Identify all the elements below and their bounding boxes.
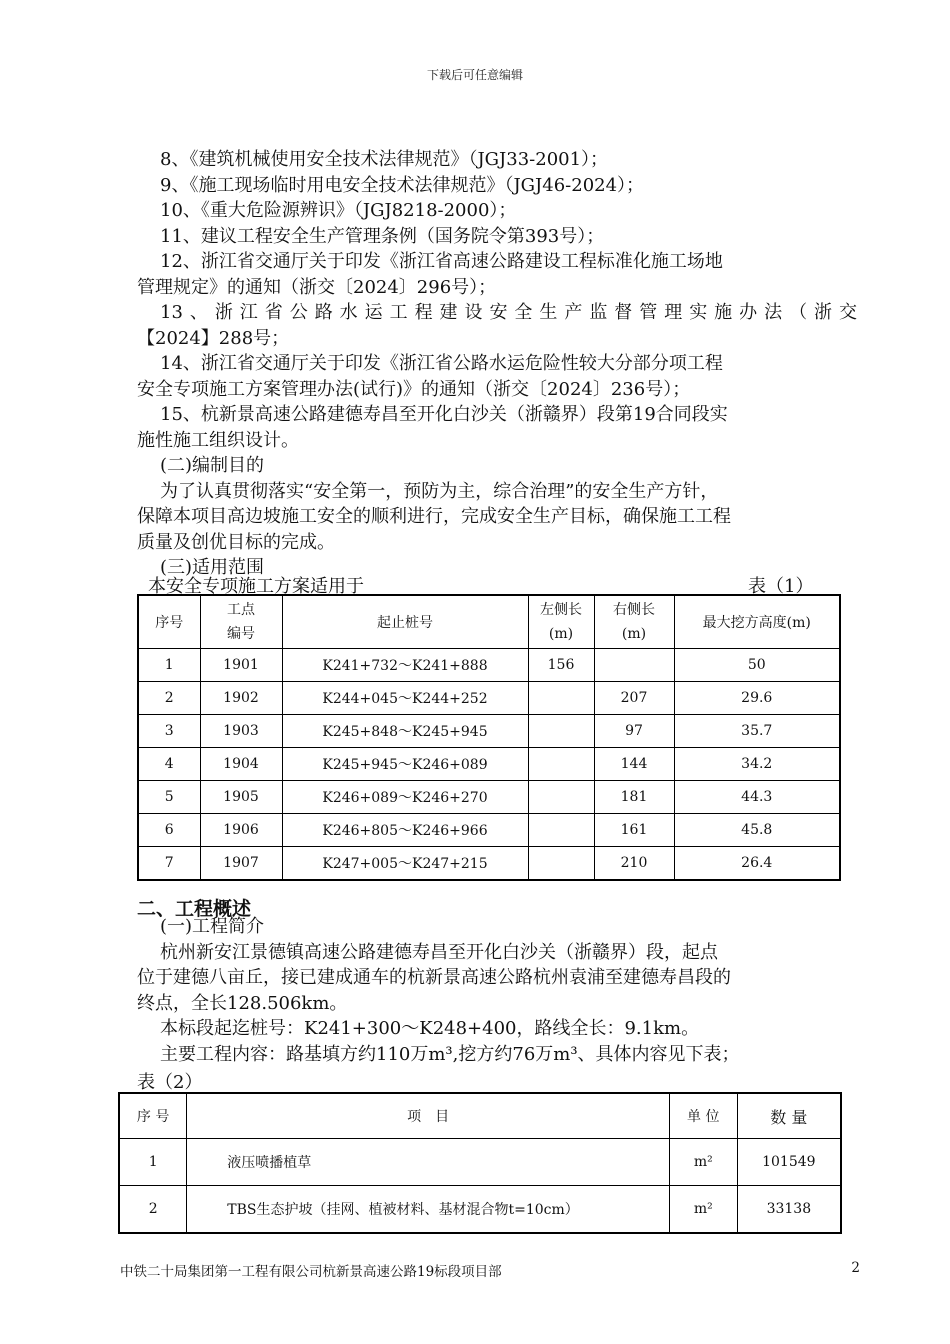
- cell-max-height: 44.3: [674, 781, 840, 814]
- col-header-site-code: 工点编号: [200, 595, 282, 649]
- cell-index: 2: [138, 682, 200, 715]
- cell-stake: K241+732～K241+888: [282, 649, 528, 682]
- cell-max-height: 29.6: [674, 682, 840, 715]
- cell-left-length: [528, 748, 594, 781]
- col-header-index: 序号: [138, 595, 200, 649]
- cell-right-length: 144: [594, 748, 674, 781]
- overview-block: [137, 914, 860, 1067]
- cell-site-code: 1901: [200, 649, 282, 682]
- table-row: [119, 1139, 841, 1186]
- cell-item: 液压喷播植草: [187, 1139, 670, 1186]
- cell-left-length: [528, 682, 594, 715]
- quantities-table: [118, 1092, 842, 1234]
- cell-site-code: 1906: [200, 814, 282, 847]
- reference-9: 9、《施工现场临时用电安全技术法律规范》（JGJ46-2024）；: [160, 174, 645, 196]
- reference-15-line2: 施性施工组织设计。: [137, 429, 299, 451]
- cell-right-length: 97: [594, 715, 674, 748]
- cell-stake: K246+089～K246+270: [282, 781, 528, 814]
- cell-index: 2: [119, 1186, 187, 1234]
- reference-14-line2: 安全专项施工方案管理办法(试行)》的通知（浙交〔2024〕236号）；: [137, 378, 691, 400]
- page-header: 下载后可任意编辑: [426, 68, 523, 82]
- reference-15-line1: 15、杭新景高速公路建德寿昌至开化白沙关（浙赣界）段第19合同段实: [160, 404, 728, 425]
- col-header-left-length: 左侧长(m): [528, 595, 594, 649]
- cell-stake: K245+945～K246+089: [282, 748, 528, 781]
- col-header-right-length: 右侧长(m): [594, 595, 674, 649]
- intro-line2: 位于建德八亩丘，接已建成通车的杭新景高速公路杭州袁浦至建德寿昌段的: [137, 967, 731, 988]
- cell-unit: m²: [669, 1139, 737, 1186]
- cell-index: 5: [138, 781, 200, 814]
- intro-line1: 杭州新安江景德镇高速公路建德寿昌至开化白沙关（浙赣界）段，起点: [160, 941, 718, 963]
- table1-label: 表（1）: [748, 576, 814, 597]
- page-number: 2: [851, 1260, 860, 1276]
- cell-max-height: 50: [674, 649, 840, 682]
- purpose-line1: 为了认真贯彻落实“安全第一，预防为主，综合治理”的安全生产方针，: [160, 480, 719, 502]
- section-title-overview: 二、工程概述: [137, 898, 252, 920]
- cell-site-code: 1904: [200, 748, 282, 781]
- cell-max-height: 35.7: [674, 715, 840, 748]
- table-row: [119, 1186, 841, 1234]
- cell-left-length: [528, 847, 594, 881]
- cell-site-code: 1902: [200, 682, 282, 715]
- cell-index: 4: [138, 748, 200, 781]
- slope-table: [137, 594, 841, 881]
- main-work-text: 主要工程内容：路基填方约110万m³,挖方约76万m³、具体内容见下表；: [160, 1043, 740, 1065]
- cell-right-length: 207: [594, 682, 674, 715]
- reference-14-line1: 14、浙江省交通厅关于印发《浙江省公路水运危险性较大分部分项工程: [160, 353, 723, 374]
- cell-stake: K245+848～K245+945: [282, 715, 528, 748]
- table-header-row: [138, 595, 840, 649]
- cell-left-length: [528, 814, 594, 847]
- intro-heading: (一)工程简介: [160, 916, 265, 937]
- cell-left-length: [528, 715, 594, 748]
- table-row: [138, 847, 840, 881]
- cell-right-length: 210: [594, 847, 674, 881]
- cell-index: 6: [138, 814, 200, 847]
- col-header-stake: 起止桩号: [282, 595, 528, 649]
- cell-left-length: [528, 781, 594, 814]
- reference-11: 11、建议工程安全生产管理条例（国务院令第393号）；: [160, 225, 605, 247]
- cell-max-height: 26.4: [674, 847, 840, 881]
- reference-8: 8、《建筑机械使用安全技术法律规范》（JGJ33-2001）；: [160, 149, 609, 170]
- purpose-line3: 质量及创优目标的完成。: [137, 531, 335, 553]
- table-row: [138, 781, 840, 814]
- cell-max-height: 34.2: [674, 748, 840, 781]
- cell-site-code: 1903: [200, 715, 282, 748]
- table-row: [138, 715, 840, 748]
- scope-heading: (三)适用范围: [160, 557, 265, 578]
- col-header-quantity: 数 量: [737, 1093, 841, 1139]
- cell-right-length: 181: [594, 781, 674, 814]
- reference-13-line1: 13、浙江省公路水运工程建设安全生产监督管理实施办法（浙交: [160, 302, 857, 323]
- col-header-item: 项 目: [187, 1093, 670, 1139]
- references-block: [137, 147, 860, 581]
- cell-site-code: 1905: [200, 781, 282, 814]
- cell-right-length: [594, 649, 674, 682]
- table2-label: 表（2）: [137, 1072, 203, 1093]
- cell-item: TBS生态护坡（挂网、植被材料、基材混合物t=10cm）: [187, 1186, 670, 1234]
- cell-index: 7: [138, 847, 200, 881]
- reference-12-line2: 管理规定》的通知（浙交〔2024〕296号）；: [137, 276, 497, 298]
- stake-range-text: 本标段起迄桩号：K241+300～K248+400，路线全长：9.1km。: [160, 1018, 700, 1039]
- cell-right-length: 161: [594, 814, 674, 847]
- footer-company: 中铁二十局集团第一工程有限公司杭新景高速公路19标段项目部: [120, 1264, 502, 1280]
- table-row: [138, 748, 840, 781]
- cell-stake: K244+045～K244+252: [282, 682, 528, 715]
- col-header-max-height: 最大挖方高度(m): [674, 595, 840, 649]
- page-footer: [120, 1260, 860, 1280]
- cell-site-code: 1907: [200, 847, 282, 881]
- cell-quantity: 33138: [737, 1186, 841, 1234]
- reference-13-line2: 【2024】288号；: [137, 327, 290, 349]
- table-row: [138, 649, 840, 682]
- purpose-heading: (二)编制目的: [160, 455, 265, 476]
- table-row: [138, 682, 840, 715]
- reference-12-line1: 12、浙江省交通厅关于印发《浙江省高速公路建设工程标准化施工场地: [160, 251, 723, 272]
- cell-max-height: 45.8: [674, 814, 840, 847]
- purpose-line2: 保障本项目高边坡施工安全的顺利进行，完成安全生产目标，确保施工工程: [137, 506, 731, 527]
- reference-10: 10、《重大危险源辨识》（JGJ8218-2000）；: [160, 200, 517, 221]
- cell-left-length: 156: [528, 649, 594, 682]
- cell-unit: m²: [669, 1186, 737, 1234]
- scope-text: 本安全专项施工方案适用于: [148, 576, 364, 597]
- cell-index: 1: [138, 649, 200, 682]
- cell-stake: K246+805～K246+966: [282, 814, 528, 847]
- table-header-row: [119, 1093, 841, 1139]
- cell-stake: K247+005～K247+215: [282, 847, 528, 881]
- cell-index: 1: [119, 1139, 187, 1186]
- intro-line3: 终点，全长128.506km。: [137, 992, 348, 1014]
- cell-index: 3: [138, 715, 200, 748]
- cell-quantity: 101549: [737, 1139, 841, 1186]
- col-header-index: 序 号: [119, 1093, 187, 1139]
- table-row: [138, 814, 840, 847]
- col-header-unit: 单 位: [669, 1093, 737, 1139]
